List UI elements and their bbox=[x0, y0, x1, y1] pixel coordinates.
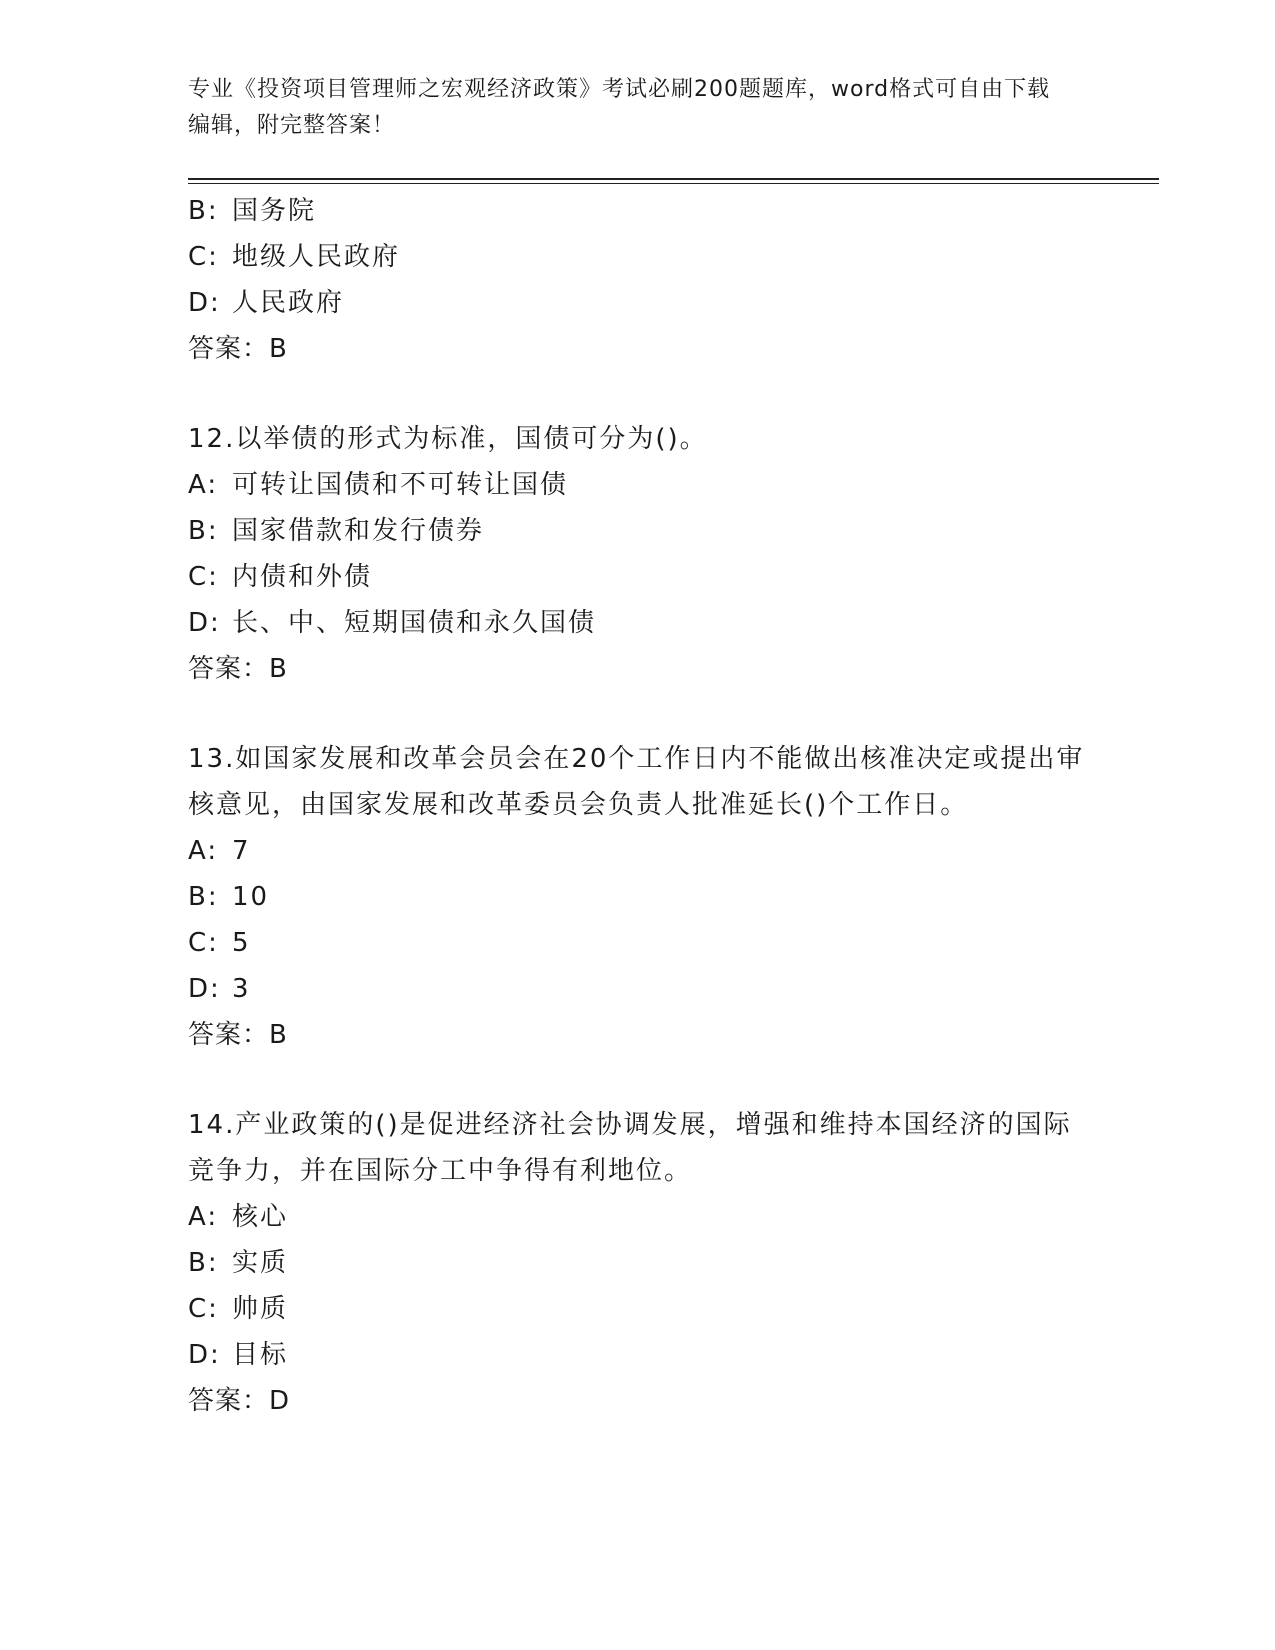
option-text: 3 bbox=[232, 974, 251, 1004]
option-key: C: bbox=[188, 242, 219, 272]
option-text: 人民政府 bbox=[232, 288, 345, 318]
option-line bbox=[188, 1194, 1088, 1240]
option-line bbox=[188, 234, 1088, 280]
option-text: 长、中、短期国债和永久国债 bbox=[232, 608, 597, 638]
option-key: A: bbox=[188, 836, 219, 866]
option-key: D: bbox=[188, 974, 221, 1004]
document-header: 专业《投资项目管理师之宏观经济政策》考试必刷200题题库，word格式可自由下载编辑，附完整答案！ bbox=[188, 77, 1051, 138]
option-line bbox=[188, 966, 1088, 1012]
option-line bbox=[188, 874, 1088, 920]
question-text: 14.产业政策的()是促进经济社会协调发展，增强和维持本国经济的国际竞争力，并在国际分工中争得有利地位。 bbox=[188, 1110, 1072, 1186]
question-text: 13.如国家发展和改革会员会在20个工作日内不能做出核准决定或提出审核意见，由国家发展和改革委员会负责人批准延长()个工作日。 bbox=[188, 744, 1085, 820]
answer-line: 答案：B bbox=[188, 1020, 288, 1050]
option-key: A: bbox=[188, 470, 219, 500]
option-line bbox=[188, 828, 1088, 874]
option-text: 国务院 bbox=[232, 196, 317, 226]
option-key: B: bbox=[188, 516, 219, 546]
option-key: B: bbox=[188, 1248, 219, 1278]
option-text: 目标 bbox=[232, 1340, 289, 1370]
option-key: D: bbox=[188, 1340, 221, 1370]
answer-line: 答案：D bbox=[188, 1386, 291, 1416]
option-text: 7 bbox=[232, 836, 251, 866]
option-line bbox=[188, 1286, 1088, 1332]
answer-line: 答案：B bbox=[188, 334, 288, 364]
option-key: A: bbox=[188, 1202, 219, 1232]
option-text: 10 bbox=[232, 882, 270, 912]
option-text: 可转让国债和不可转让国债 bbox=[232, 470, 569, 500]
option-key: C: bbox=[188, 928, 219, 958]
option-text: 帅质 bbox=[232, 1294, 289, 1324]
option-text: 地级人民政府 bbox=[232, 242, 401, 272]
option-line bbox=[188, 600, 1088, 646]
option-key: C: bbox=[188, 1294, 219, 1324]
option-key: B: bbox=[188, 196, 219, 226]
option-text: 内债和外债 bbox=[232, 562, 373, 592]
option-text: 国家借款和发行债券 bbox=[232, 516, 485, 546]
question-text: 12.以举债的形式为标准，国债可分为()。 bbox=[188, 424, 708, 454]
option-line bbox=[188, 554, 1088, 600]
option-text: 核心 bbox=[232, 1202, 289, 1232]
answer-line: 答案：B bbox=[188, 654, 288, 684]
option-line bbox=[188, 1240, 1088, 1286]
option-key: D: bbox=[188, 608, 221, 638]
option-key: B: bbox=[188, 882, 219, 912]
option-line bbox=[188, 188, 1088, 234]
option-line bbox=[188, 920, 1088, 966]
question-list bbox=[188, 188, 1088, 1424]
option-line bbox=[188, 1332, 1088, 1378]
option-key: D: bbox=[188, 288, 221, 318]
option-line bbox=[188, 462, 1088, 508]
option-line bbox=[188, 508, 1088, 554]
option-line bbox=[188, 280, 1088, 326]
option-text: 5 bbox=[232, 928, 251, 958]
header-divider bbox=[188, 178, 1159, 184]
option-key: C: bbox=[188, 562, 219, 592]
option-text: 实质 bbox=[232, 1248, 289, 1278]
